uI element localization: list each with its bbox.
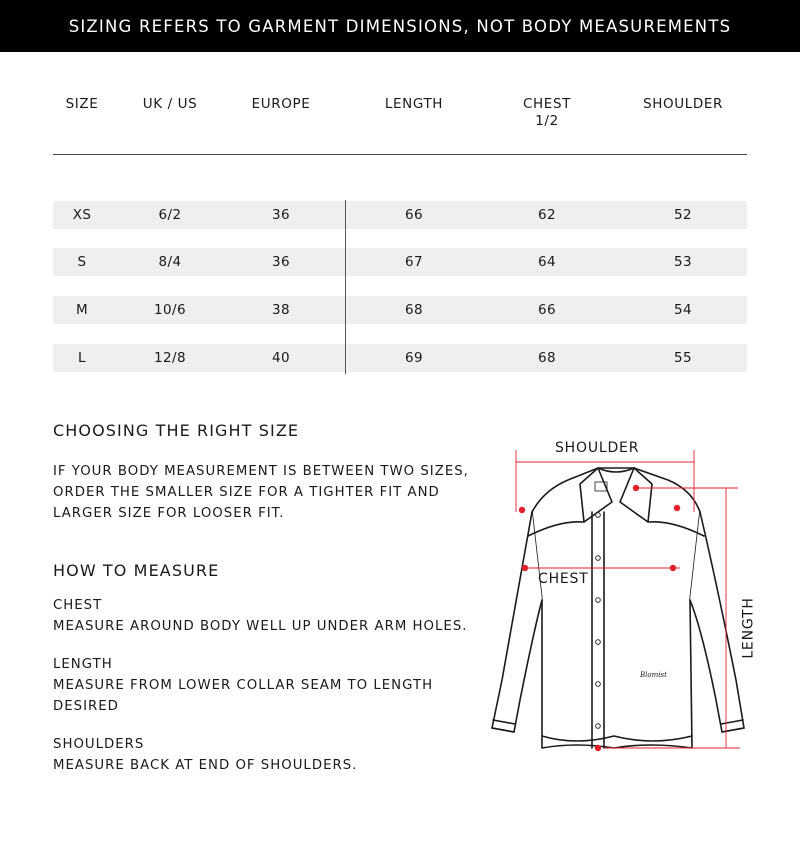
column-divider [345,200,346,374]
table-row [53,201,747,229]
cell-europe: 38 [272,302,290,318]
table-row [53,344,747,372]
cell-size: XS [72,207,92,223]
cell-europe: 40 [272,350,290,366]
table-row [53,296,747,324]
length-text [53,675,433,717]
header-size: SIZE [65,96,99,112]
cell-uk-us: 12/8 [154,350,186,366]
cell-europe: 36 [272,254,290,270]
cell-shoulder: 54 [674,302,692,318]
choosing-text [53,461,469,524]
header-uk-us: UK / US [142,96,198,112]
shoulders-text: MEASURE BACK AT END OF SHOULDERS. [53,758,358,773]
cell-chest: 62 [538,207,556,223]
cell-length: 66 [405,207,423,223]
cell-length: 67 [405,254,423,270]
cell-size: M [75,302,89,318]
header-divider [53,154,747,155]
choosing-line: ORDER THE SMALLER SIZE FOR A TIGHTER FIT AND [53,485,440,500]
header-europe: EUROPE [251,96,311,112]
chest-text: MEASURE AROUND BODY WELL UP UNDER ARM HOLES. [53,619,468,634]
cell-length: 69 [405,350,423,366]
cell-shoulder: 52 [674,207,692,223]
header-chest [523,96,571,130]
cell-uk-us: 6/2 [158,207,182,223]
top-banner: SIZING REFERS TO GARMENT DIMENSIONS, NOT BODY MEASUREMENTS [0,0,800,52]
shoulder-label: SHOULDER [555,440,640,456]
cell-chest: 68 [538,350,556,366]
cell-uk-us: 10/6 [154,302,186,318]
shoulders-title: SHOULDERS [53,737,145,752]
header-shoulder: SHOULDER [643,96,723,112]
header-chest-label: CHEST [523,96,571,112]
how-to-measure-title: HOW TO MEASURE [53,561,220,580]
choosing-line: LARGER SIZE FOR LOOSER FIT. [53,506,285,521]
cell-chest: 66 [538,302,556,318]
length-label: LENGTH [740,597,757,659]
length-title: LENGTH [53,657,113,672]
chest-title: CHEST [53,598,103,613]
header-length: LENGTH [384,96,444,112]
cell-europe: 36 [272,207,290,223]
cell-length: 68 [405,302,423,318]
length-line: DESIRED [53,699,119,714]
chest-label: CHEST [538,571,589,587]
cell-uk-us: 8/4 [158,254,182,270]
cell-size: S [77,254,87,270]
cell-chest: 64 [538,254,556,270]
cell-shoulder: 55 [674,350,692,366]
choosing-title: CHOOSING THE RIGHT SIZE [53,421,300,440]
choosing-line: IF YOUR BODY MEASUREMENT IS BETWEEN TWO SIZES, [53,464,469,479]
length-line: MEASURE FROM LOWER COLLAR SEAM TO LENGTH [53,678,434,693]
shirt-diagram [480,430,780,774]
shirt-illustration [480,430,780,770]
tag-logo: Blomist [640,671,667,679]
table-row [53,248,747,276]
cell-shoulder: 53 [674,254,692,270]
cell-size: L [78,350,86,366]
header-chest-sub: 1/2 [535,113,559,129]
